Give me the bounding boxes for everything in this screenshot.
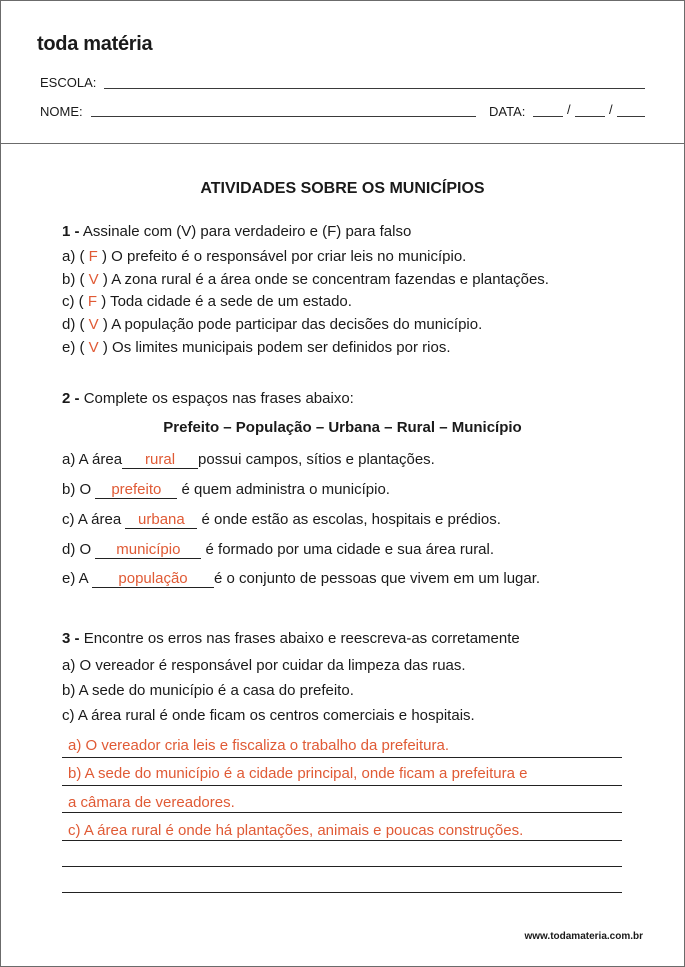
data-slash-2: / [609,102,613,117]
q1-number: 1 - [62,223,80,240]
q2-answer-blank: população [92,570,214,588]
q3-answer: a câmara de vereadores. [68,794,235,811]
data-month-line [575,116,605,117]
q1-answer: V [88,339,99,356]
answer-line [62,866,622,867]
q1-item: e) ( V ) Os limites municipais podem ser definidos por rios. [62,339,451,356]
q2-item: e) A população é o conjunto de pessoas que vivem em um lugar. [62,570,541,587]
q2-answer-blank: prefeito [95,481,177,499]
escola-label: ESCOLA: [40,75,97,90]
q1-item: d) ( V ) A população pode participar das decisões do município. [62,316,483,333]
header-divider [0,143,685,144]
q2-item: b) O prefeito é quem administra o município. [62,481,390,498]
q1-heading [62,223,411,240]
q2-prompt: Complete os espaços nas frases abaixo: [83,390,354,407]
data-label: DATA: [489,104,526,119]
answer-line [62,812,622,813]
answer-line [62,785,622,786]
q1-answer: F [88,248,98,265]
escola-line [104,88,645,89]
q2-heading [62,390,354,407]
q3-prompt: Encontre os erros nas frases abaixo e reescreva-as corretamente [83,630,520,647]
answer-line [62,892,622,893]
q2-answer-blank: município [95,541,201,559]
footer-url: www.todamateria.com.br [524,931,643,942]
data-year-line [617,116,645,117]
data-slash-1: / [567,102,571,117]
q3-number: 3 - [62,630,80,647]
q3-item: c) A área rural é onde ficam os centros comerciais e hospitais. [62,707,475,724]
nome-line [91,116,476,117]
q3-answer: a) O vereador cria leis e fiscaliza o trabalho da prefeitura. [68,737,450,754]
page-title: ATIVIDADES SOBRE OS MUNICÍPIOS [200,180,485,197]
q3-answer: c) A área rural é onde há plantações, animais e poucas construções. [68,822,524,839]
q1-item: a) ( F ) O prefeito é o responsável por criar leis no município. [62,248,467,265]
q2-item: a) A área rural possui campos, sítios e plantações. [62,451,435,468]
q2-answer-blank: rural [122,451,198,469]
logo: toda matéria [37,33,153,55]
q1-prompt: Assinale com (V) para verdadeiro e (F) para falso [82,223,412,240]
word-bank: Prefeito – População – Urbana – Rural – Município [163,419,522,436]
q1-item: b) ( V ) A zona rural é a área onde se concentram fazendas e plantações. [62,271,549,288]
q2-item: d) O município é formado por uma cidade e sua área rural. [62,541,495,558]
q2-number: 2 - [62,390,80,407]
q2-answer-blank: urbana [125,511,197,529]
q1-answer: V [88,271,99,288]
q3-answer: b) A sede do município é a cidade principal, onde ficam a prefeitura e [68,765,528,782]
q1-answer: V [88,316,99,333]
data-day-line [533,116,563,117]
answer-line [62,840,622,841]
nome-label: NOME: [40,104,83,119]
q3-item: a) O vereador é responsável por cuidar da limpeza das ruas. [62,657,466,674]
q1-item: c) ( F ) Toda cidade é a sede de um estado. [62,293,352,310]
answer-line [62,757,622,758]
q3-heading [62,630,520,647]
q3-item: b) A sede do município é a casa do prefeito. [62,682,354,699]
q1-answer: F [87,293,98,310]
q2-item: c) A área urbana é onde estão as escolas, hospitais e prédios. [62,511,501,528]
